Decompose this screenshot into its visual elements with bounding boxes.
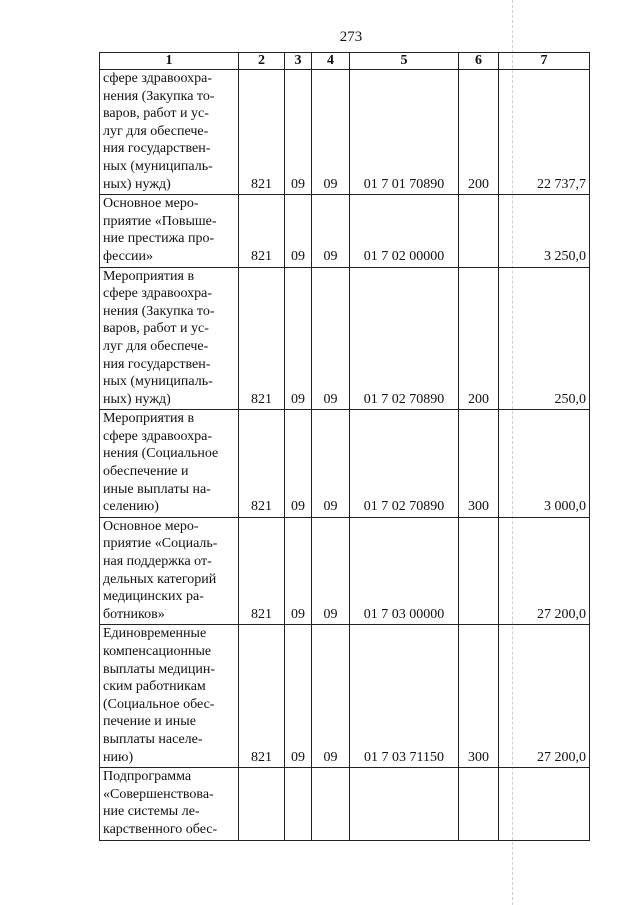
section-cell: 09 (285, 410, 312, 518)
table-row (100, 625, 590, 768)
subsection-cell: 09 (312, 267, 350, 410)
section-cell: 09 (285, 517, 312, 625)
target-article-cell: 01 7 03 00000 (350, 517, 459, 625)
column-header-1: 1 (100, 53, 239, 70)
column-header-3: 3 (285, 53, 312, 70)
target-article-cell: 01 7 02 70890 (350, 267, 459, 410)
section-cell: 09 (285, 70, 312, 195)
table-body (100, 70, 590, 841)
row-name-cell: Подпрограмма «Совершенствова- ние системы ле- карственного обес- (100, 768, 239, 840)
target-article-cell: 01 7 03 71150 (350, 625, 459, 768)
amount-cell: 27 200,0 (499, 517, 590, 625)
row-name-cell: Мероприятия в сфере здравоохра- нения (Социальное обеспечение и иные выплаты на- селению) (100, 410, 239, 518)
column-header-7: 7 (499, 53, 590, 70)
grbs-cell: 821 (239, 517, 285, 625)
grbs-cell: 821 (239, 195, 285, 267)
amount-cell: 27 200,0 (499, 625, 590, 768)
row-name-cell: Единовременные компенсационные выплаты медицин- ским работникам (Социальное обес- печение и иные выплаты населе- нию) (100, 625, 239, 768)
amount-cell (499, 768, 590, 840)
expense-type-cell: 200 (459, 267, 499, 410)
amount-cell: 3 250,0 (499, 195, 590, 267)
expense-type-cell (459, 517, 499, 625)
table-row (100, 517, 590, 625)
expense-type-cell (459, 768, 499, 840)
column-header-2: 2 (239, 53, 285, 70)
grbs-cell (239, 768, 285, 840)
row-name-cell: сфере здравоохра- нения (Закупка то- варов, работ и ус- луг для обеспече- ния государствен- ных (муниципаль- ных) нужд) (100, 70, 239, 195)
table-row (100, 70, 590, 195)
grbs-cell: 821 (239, 70, 285, 195)
row-name-cell: Мероприятия в сфере здравоохра- нения (Закупка то- варов, работ и ус- луг для обеспече- ния государствен- ных (муниципаль- ных) нужд) (100, 267, 239, 410)
grbs-cell: 821 (239, 410, 285, 518)
column-header-4: 4 (312, 53, 350, 70)
subsection-cell: 09 (312, 517, 350, 625)
expense-type-cell: 300 (459, 625, 499, 768)
grbs-cell: 821 (239, 267, 285, 410)
target-article-cell: 01 7 02 70890 (350, 410, 459, 518)
column-header-6: 6 (459, 53, 499, 70)
grbs-cell: 821 (239, 625, 285, 768)
amount-cell: 22 737,7 (499, 70, 590, 195)
table-row (100, 768, 590, 840)
page-number: 273 (339, 29, 363, 45)
table-row (100, 410, 590, 518)
amount-cell: 3 000,0 (499, 410, 590, 518)
section-cell: 09 (285, 267, 312, 410)
expense-type-cell: 300 (459, 410, 499, 518)
table-row (100, 195, 590, 267)
row-name-cell: Основное меро- приятие «Социаль- ная поддержка от- дельных категорий медицинских ра- ботников» (100, 517, 239, 625)
budget-table (99, 52, 590, 841)
section-cell: 09 (285, 195, 312, 267)
subsection-cell: 09 (312, 195, 350, 267)
subsection-cell: 09 (312, 410, 350, 518)
table-header-row (100, 53, 590, 70)
section-cell: 09 (285, 625, 312, 768)
column-header-5: 5 (350, 53, 459, 70)
expense-type-cell: 200 (459, 70, 499, 195)
section-cell (285, 768, 312, 840)
expense-type-cell (459, 195, 499, 267)
row-name-cell: Основное меро- приятие «Повыше- ние престижа про- фессии» (100, 195, 239, 267)
target-article-cell: 01 7 02 00000 (350, 195, 459, 267)
target-article-cell: 01 7 01 70890 (350, 70, 459, 195)
table-row (100, 267, 590, 410)
target-article-cell (350, 768, 459, 840)
subsection-cell: 09 (312, 625, 350, 768)
subsection-cell: 09 (312, 70, 350, 195)
amount-cell: 250,0 (499, 267, 590, 410)
subsection-cell (312, 768, 350, 840)
